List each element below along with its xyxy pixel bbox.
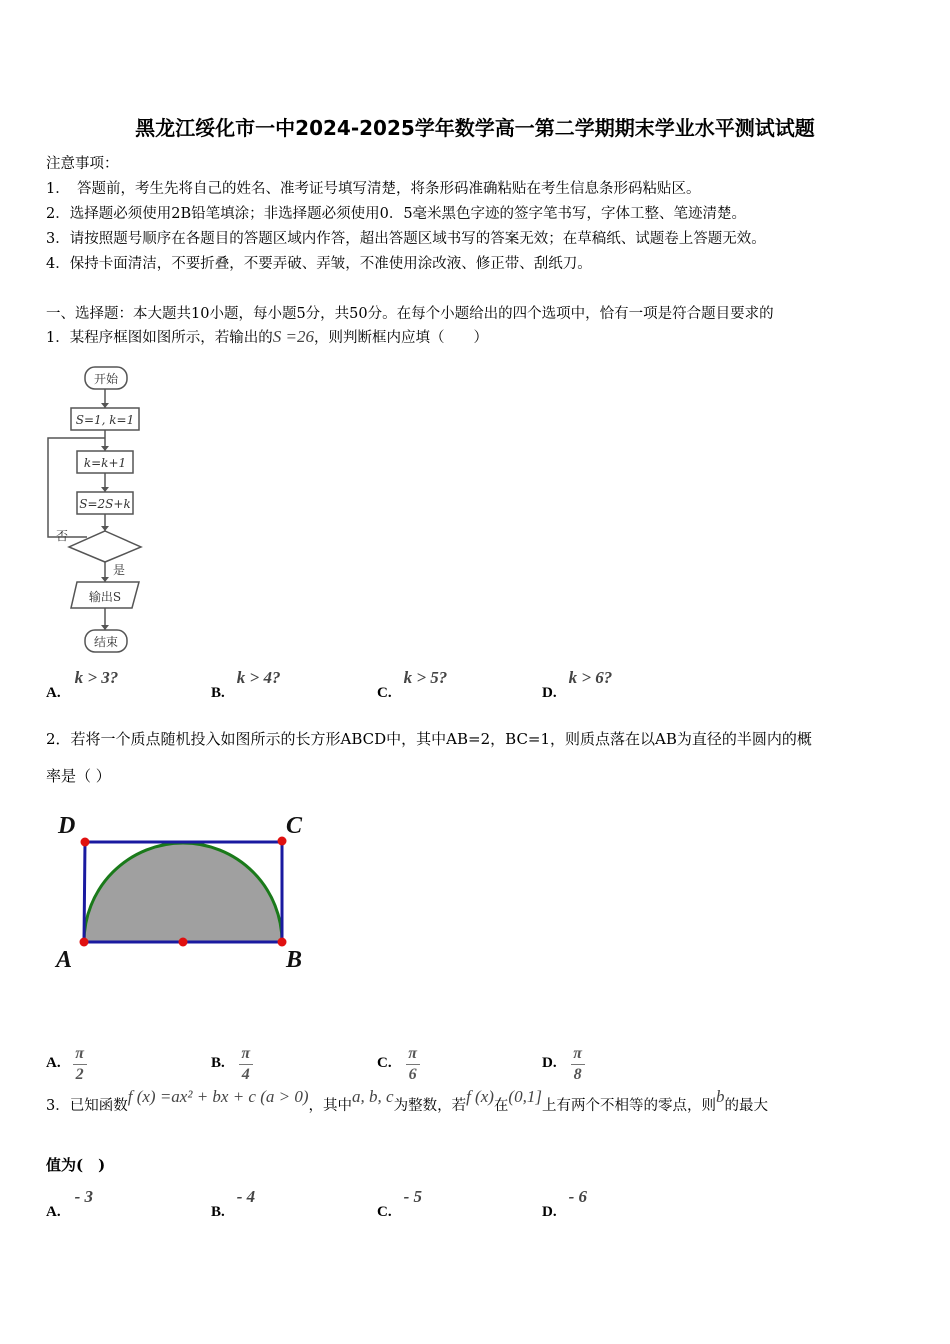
q2-option-a[interactable]: A. $\frac{\pi}{2}$ xyxy=(46,1033,75,1072)
note-item: 1． 答题前，考生先将自己的姓名、准考证号填写清楚，将条形码准确粘贴在考生信息条形码粘贴区。 xyxy=(46,181,701,197)
q1-stem xyxy=(46,326,488,347)
rectangle-semicircle-figure xyxy=(50,805,320,980)
flow-no: 否 xyxy=(55,529,69,543)
note-item: 4．保持卡面清洁，不要折叠，不要弄破、弄皱，不准使用涂改液、修正带、刮纸刀。 xyxy=(46,256,592,272)
q1-option-d[interactable]: D.k > 6? xyxy=(542,668,613,701)
page-title: 黑龙江绥化市一中2024-2025学年数学高一第二学期期末学业水平测试试题 xyxy=(135,116,815,140)
q2-stem-line1: 2．若将一个质点随机投入如图所示的长方形ABCD中，其中AB=2，BC=1，则质点落在以AB为直径的半圆内的概 xyxy=(46,730,812,748)
q1-option-b[interactable]: B.k > 4? xyxy=(211,668,281,701)
q3-option-c[interactable]: C.- 5 xyxy=(377,1187,423,1220)
q1-option-a[interactable]: A.k > 3? xyxy=(46,668,119,701)
q3-option-d[interactable]: D.- 6 xyxy=(542,1187,588,1220)
q1-text: 1．某程序框图如图所示，若输出的 xyxy=(46,330,273,346)
flow-start: 开始 xyxy=(93,372,119,386)
q1-text: ，则判断框内应填（ ） xyxy=(313,330,488,346)
note-item: 3．请按照题号顺序在各题目的答题区域内作答，超出答题区域书写的答案无效；在草稿纸、试题卷上答题无效。 xyxy=(46,231,766,247)
flow-output: 输出S xyxy=(88,590,122,604)
q3-stem-line1: 3．已知函数f (x) =ax² + bx + c (a > 0)，其中a, b, c为整数，若f (x)在(0,1]上有两个不相等的零点，则b的最大 xyxy=(46,1087,768,1114)
notes-heading: 注意事项： xyxy=(46,156,119,172)
q2-option-c[interactable]: C. $\frac{\pi}{6}$ xyxy=(377,1033,406,1072)
flow-init: S=1, k=1 xyxy=(75,413,135,427)
note-item: 2．选择题必须使用2B铅笔填涂；非选择题必须使用0．5毫米黑色字迹的签字笔书写，字体工整、笔迹清楚。 xyxy=(46,206,747,222)
flow-end: 结束 xyxy=(93,635,119,649)
q3-option-b[interactable]: B.- 4 xyxy=(211,1187,256,1220)
point-d-label: D xyxy=(58,813,76,839)
section-heading: 一、选择题：本大题共10小题，每小题5分，共50分。在每个小题给出的四个选项中，恰有一项是符合题目要求的 xyxy=(46,306,774,322)
point-a-label: A xyxy=(56,947,73,973)
flowchart xyxy=(40,360,180,660)
q2-option-b[interactable]: B. $\frac{\pi}{4}$ xyxy=(211,1033,239,1072)
flow-yes: 是 xyxy=(112,563,126,577)
point-b-label: B xyxy=(286,947,303,973)
q3-option-a[interactable]: A.- 3 xyxy=(46,1187,94,1220)
point-c-label: C xyxy=(286,813,303,839)
q2-stem-line2: 率是（ ） xyxy=(46,767,111,785)
q1-math: S =26 xyxy=(272,327,314,346)
flow-step2: S=2S+k xyxy=(79,497,131,511)
q2-option-d[interactable]: D. $\frac{\pi}{8}$ xyxy=(542,1033,571,1072)
q1-option-c[interactable]: C.k > 5? xyxy=(377,668,448,701)
flow-step1: k=k+1 xyxy=(83,456,127,470)
q3-stem-line2: 值为( ) xyxy=(46,1156,106,1174)
